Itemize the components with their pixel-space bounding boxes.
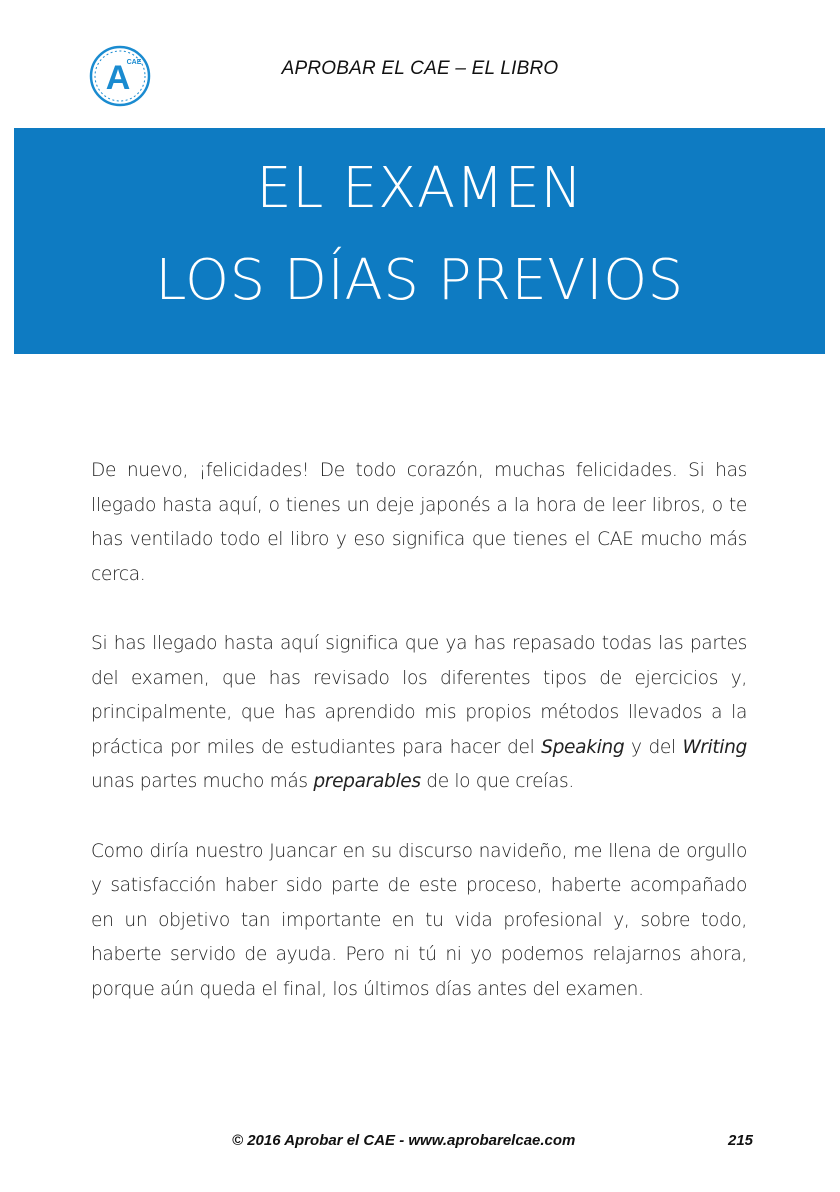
paragraph-2-text-a: Si has llegado hasta aquí significa que ya has repasado todas las partes del examen, que has revisado los diferentes tipos de ejercicios y, principalmente, que has aprendido mis propios métodos llevados a la práctica por miles de estudiantes para hacer del: [91, 632, 747, 758]
paragraph-2-text-c: unas partes mucho más: [91, 771, 314, 793]
paragraph-1: De nuevo, ¡felicidades! De todo corazón, muchas felicidades. Si has llegado hasta aquí, o tienes un deje japonés a la hora de leer libros, o te has ventilado todo el libro y eso significa que tienes el CAE mucho más cerca.: [91, 460, 747, 585]
paragraph-2-text-d: de lo que creías.: [420, 771, 574, 793]
footer-copyright: © 2016 Aprobar el CAE - www.aprobarelcae.com: [232, 1132, 576, 1149]
chapter-body: [91, 454, 747, 1042]
paragraph-2-text-b: y del: [624, 736, 683, 758]
preparables-term: preparables: [313, 771, 421, 793]
paragraph-2: [91, 627, 747, 800]
paragraph-3: Como diría nuestro Juancar en su discurso navideño, me llena de orgullo y satisfacción haber sido parte de este proceso, haberte acompañado en un objetivo tan importante en tu vida profesional y, sobre todo, haberte servido de ayuda. Pero ni tú ni yo podemos relajarnos ahora, porque aún queda el final, los últimos días antes del examen.: [91, 840, 747, 1000]
writing-term: Writing: [682, 736, 747, 758]
book-header-title: APROBAR EL CAE – EL LIBRO: [281, 58, 559, 79]
chapter-title-banner: [14, 128, 825, 354]
speaking-term: Speaking: [541, 736, 625, 758]
chapter-title-line-1: EL EXAMEN: [256, 156, 583, 221]
page-number: 215: [728, 1132, 754, 1149]
logo-small-text: CAE: [126, 59, 142, 66]
logo-letter: A: [105, 59, 131, 97]
chapter-title-line-2: LOS DÍAS PREVIOS: [155, 248, 684, 313]
